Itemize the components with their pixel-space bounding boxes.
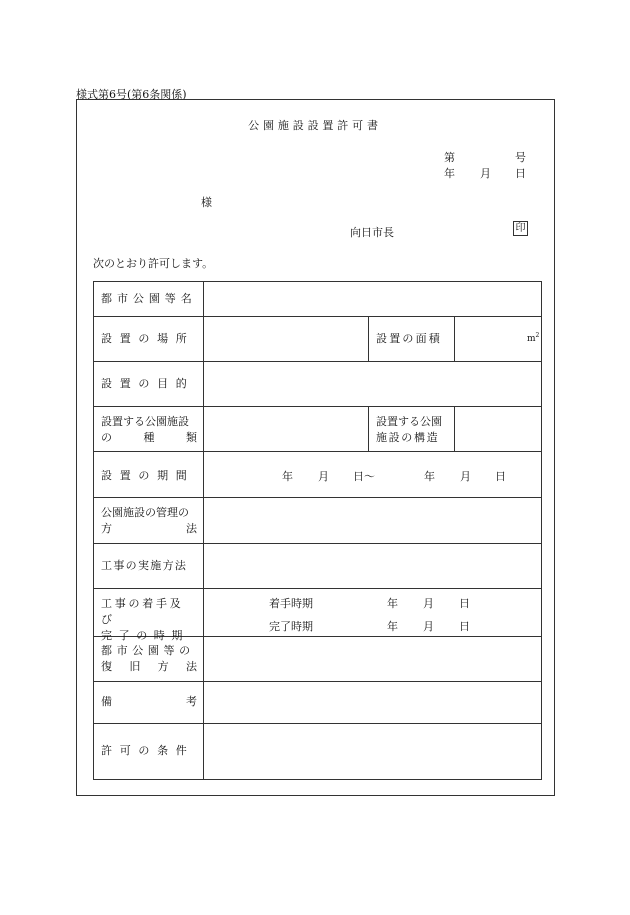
construction-timing-label: 工事の着手及び 完了の時期 [101, 597, 189, 642]
start-day: 日 [459, 597, 470, 610]
end-month: 月 [423, 620, 434, 633]
restoration-method-field[interactable] [204, 637, 541, 681]
facility-type-line2: の 種 類 [101, 431, 197, 444]
conditions-label: 許可の条件 [101, 744, 195, 757]
facility-type-line1: 設置する公園施設 [101, 415, 189, 428]
area-label: 設置の面積 [376, 332, 442, 345]
start-year: 年 [387, 597, 398, 610]
period-end-year: 年 [424, 470, 435, 483]
addressee-suffix: 様 [201, 196, 212, 209]
period-end-day: 日 [495, 470, 506, 483]
park-name-label: 都市公園等名 [101, 292, 197, 305]
end-time-label: 完了時期 [269, 620, 313, 633]
construction-method-field[interactable] [204, 544, 541, 588]
period-start-year: 年 [282, 470, 293, 483]
construction-method-label: 工事の実施方法 [101, 559, 188, 572]
restoration-method-label: 都市公園等の 復 旧 方 法 [101, 644, 197, 673]
remarks-label: 備 考 [101, 695, 197, 708]
management-method-field[interactable] [204, 498, 541, 543]
location-label: 設置の場所 [101, 332, 195, 345]
permit-table [93, 281, 542, 780]
location-field[interactable] [204, 317, 368, 361]
purpose-field[interactable] [204, 362, 541, 406]
issuer-name: 向日市長 [350, 226, 394, 239]
facility-type-label [101, 414, 197, 446]
number-prefix: 第 [444, 151, 455, 164]
form-number-label: 様式第6号(第6条関係) [76, 88, 187, 101]
period-end-month: 月 [460, 470, 471, 483]
period-start-day: 日〜 [353, 470, 375, 483]
start-month: 月 [423, 597, 434, 610]
purpose-label: 設置の目的 [101, 377, 195, 390]
period-start-month: 月 [318, 470, 329, 483]
document-title: 公園施設設置許可書 [248, 119, 382, 132]
period-label: 設置の期間 [101, 469, 195, 482]
conditions-field[interactable] [204, 724, 541, 779]
start-time-label: 着手時期 [269, 597, 313, 610]
facility-structure-label: 設置する公園 施設の構造 [376, 415, 442, 444]
end-year: 年 [387, 620, 398, 633]
end-day: 日 [459, 620, 470, 633]
number-suffix: 号 [515, 151, 526, 164]
management-method-label: 公園施設の管理の 方 法 [101, 506, 197, 535]
park-name-field[interactable] [204, 282, 541, 316]
seal-stamp-box: 印 [513, 221, 528, 236]
remarks-field[interactable] [204, 682, 541, 723]
date-year-label: 年 [444, 167, 455, 180]
date-day-label: 日 [515, 167, 526, 180]
date-month-label: 月 [480, 167, 491, 180]
area-unit: $m^2$ [527, 332, 540, 344]
permit-statement: 次のとおり許可します。 [93, 257, 214, 270]
